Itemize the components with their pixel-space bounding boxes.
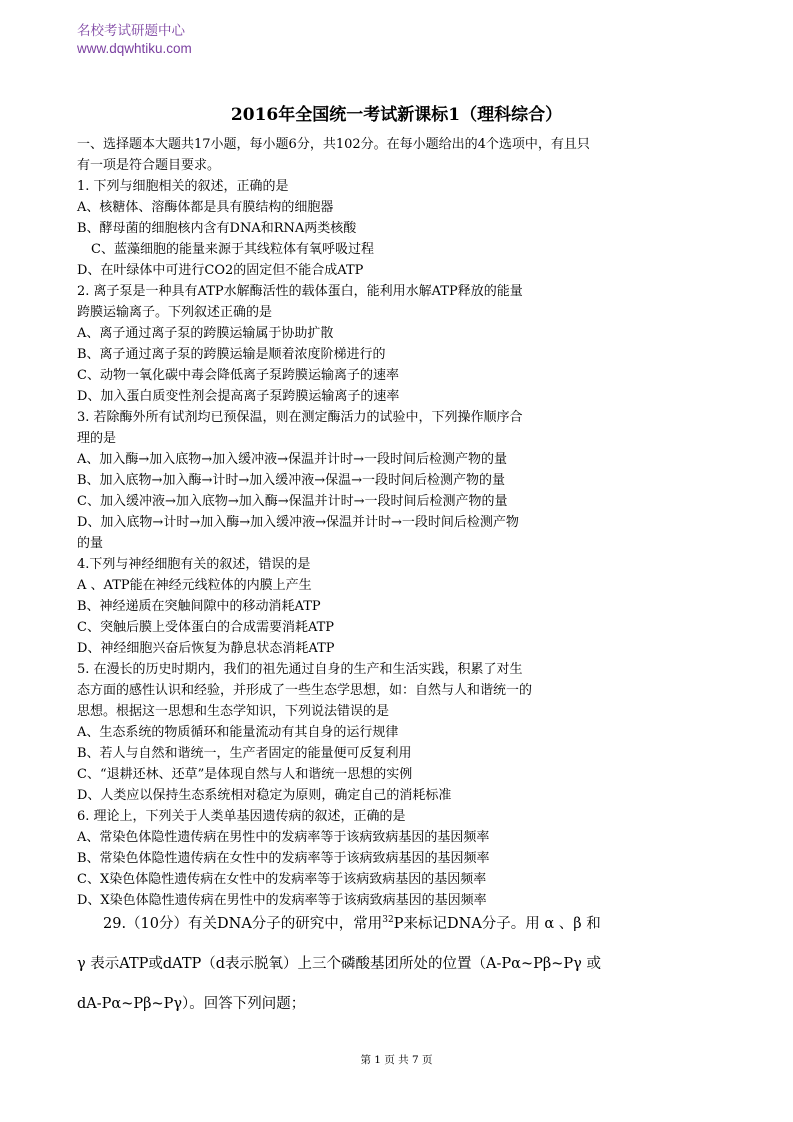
text-line: 1. 下列与细胞相关的叙述，正确的是 (77, 179, 289, 194)
q29-line-2: γ 表示ATP或dATP（d表示脱氧）上三个磷酸基团所处的位置（A-Pα~Pβ~Pγ 或 (77, 956, 601, 972)
superscript-32: 32 (382, 915, 394, 926)
text-line: A 、ATP能在神经元线粒体的内膜上产生 (77, 578, 312, 593)
site-name: 名校考试研题中心 (77, 23, 185, 38)
text-line: C、X染色体隐性遗传病在女性中的发病率等于该病致病基因的基因频率 (77, 872, 487, 887)
text-line: D、在叶绿体中可进行CO2的固定但不能合成ATP (77, 263, 364, 278)
text-line: 2. 离子泵是一种具有ATP水解酶活性的载体蛋白，能利用水解ATP释放的能量 (77, 284, 523, 299)
text-line: A、加入酶→加入底物→加入缓冲液→保温并计时→一段时间后检测产物的量 (77, 452, 507, 467)
text-line: 有一项是符合题目要求。 (77, 158, 221, 173)
text-line: 6. 理论上，下列关于人类单基因遗传病的叙述，正确的是 (77, 809, 406, 824)
question-29 (77, 904, 737, 1024)
text-line: 3. 若除酶外所有试剂均已预保温，则在测定酶活力的试验中，下列操作顺序合 (77, 410, 523, 425)
text-line: C、动物一氧化碳中毒会降低离子泵跨膜运输离子的速率 (77, 368, 399, 383)
text-line: 4.下列与神经细胞有关的叙述，错误的是 (77, 557, 311, 572)
text-line: D、神经细胞兴奋后恢复为静息状态消耗ATP (77, 641, 335, 656)
text-line: B、酵母菌的细胞核内含有DNA和RNA两类核酸 (77, 221, 357, 236)
text-line: B、常染色体隐性遗传病在女性中的发病率等于该病致病基因的基因频率 (77, 851, 490, 866)
text-line: A、常染色体隐性遗传病在男性中的发病率等于该病致病基因的基因频率 (77, 830, 490, 845)
text-line: 一、选择题本大题共17小题，每小题6分，共102分。在每小题给出的4个选项中，有且只 (77, 137, 590, 152)
text-line: B、神经递质在突触间隙中的移动消耗ATP (77, 599, 321, 614)
text-line: 思想。根据这一思想和生态学知识，下列说法错误的是 (77, 704, 390, 719)
text-line: B、若人与自然和谐统一，生产者固定的能量便可反复利用 (77, 746, 412, 761)
page-title: 2016年全国统一考试新课标1（理科综合） (230, 105, 563, 125)
page-footer: 第 1 页 共 7 页 (360, 1054, 433, 1066)
text-line: B、离子通过离子泵的跨膜运输是顺着浓度阶梯进行的 (77, 347, 386, 362)
text-line: 的量 (77, 536, 104, 551)
text-line: C、“退耕还林、还草”是体现自然与人和谐统一思想的实例 (77, 767, 413, 782)
text-line: 理的是 (77, 431, 117, 446)
text-line: D、加入底物→计时→加入酶→加入缓冲液→保温并计时→一段时间后检测产物 (77, 515, 519, 530)
site-header (77, 22, 192, 58)
text-line: D、人类应以保持生态系统相对稳定为原则，确定自己的消耗标准 (77, 788, 452, 803)
text-line: 跨膜运输离子。下列叙述正确的是 (77, 305, 273, 320)
text-line: B、加入底物→加入酶→计时→加入缓冲液→保温→一段时间后检测产物的量 (77, 473, 506, 488)
text-line: 5. 在漫长的历史时期内，我们的祖先通过自身的生产和生活实践，积累了对生 (77, 662, 523, 677)
text-line: 态方面的感性认识和经验，并形成了一些生态学思想，如：自然与人和谐统一的 (77, 683, 533, 698)
text-line: C、加入缓冲液→加入底物→加入酶→保温并计时→一段时间后检测产物的量 (77, 494, 508, 509)
text-line: D、加入蛋白质变性剂会提高离子泵跨膜运输离子的速率 (77, 389, 400, 404)
text-line: D、X染色体隐性遗传病在男性中的发病率等于该病致病基因的基因频率 (77, 893, 487, 908)
question-body (77, 134, 727, 911)
text-line: C、蓝藻细胞的能量来源于其线粒体有氧呼吸过程 (91, 242, 374, 257)
text-line: A、核糖体、溶酶体都是具有膜结构的细胞器 (77, 200, 334, 215)
text-line: A、生态系统的物质循环和能量流动有其自身的运行规律 (77, 725, 399, 740)
q29-line-3: dA-Pα~Pβ~Pγ）。回答下列问题； (77, 996, 306, 1012)
text-line: C、突触后膜上受体蛋白的合成需要消耗ATP (77, 620, 335, 635)
site-url[interactable]: www.dqwhtiku.com (77, 41, 192, 56)
q29-line-1: 29.（10分）有关DNA分子的研究中，常用$^{32}$P来标记DNA分子。用 α 、β 和 (103, 915, 601, 932)
text-line: A、离子通过离子泵的跨膜运输属于协助扩散 (77, 326, 334, 341)
